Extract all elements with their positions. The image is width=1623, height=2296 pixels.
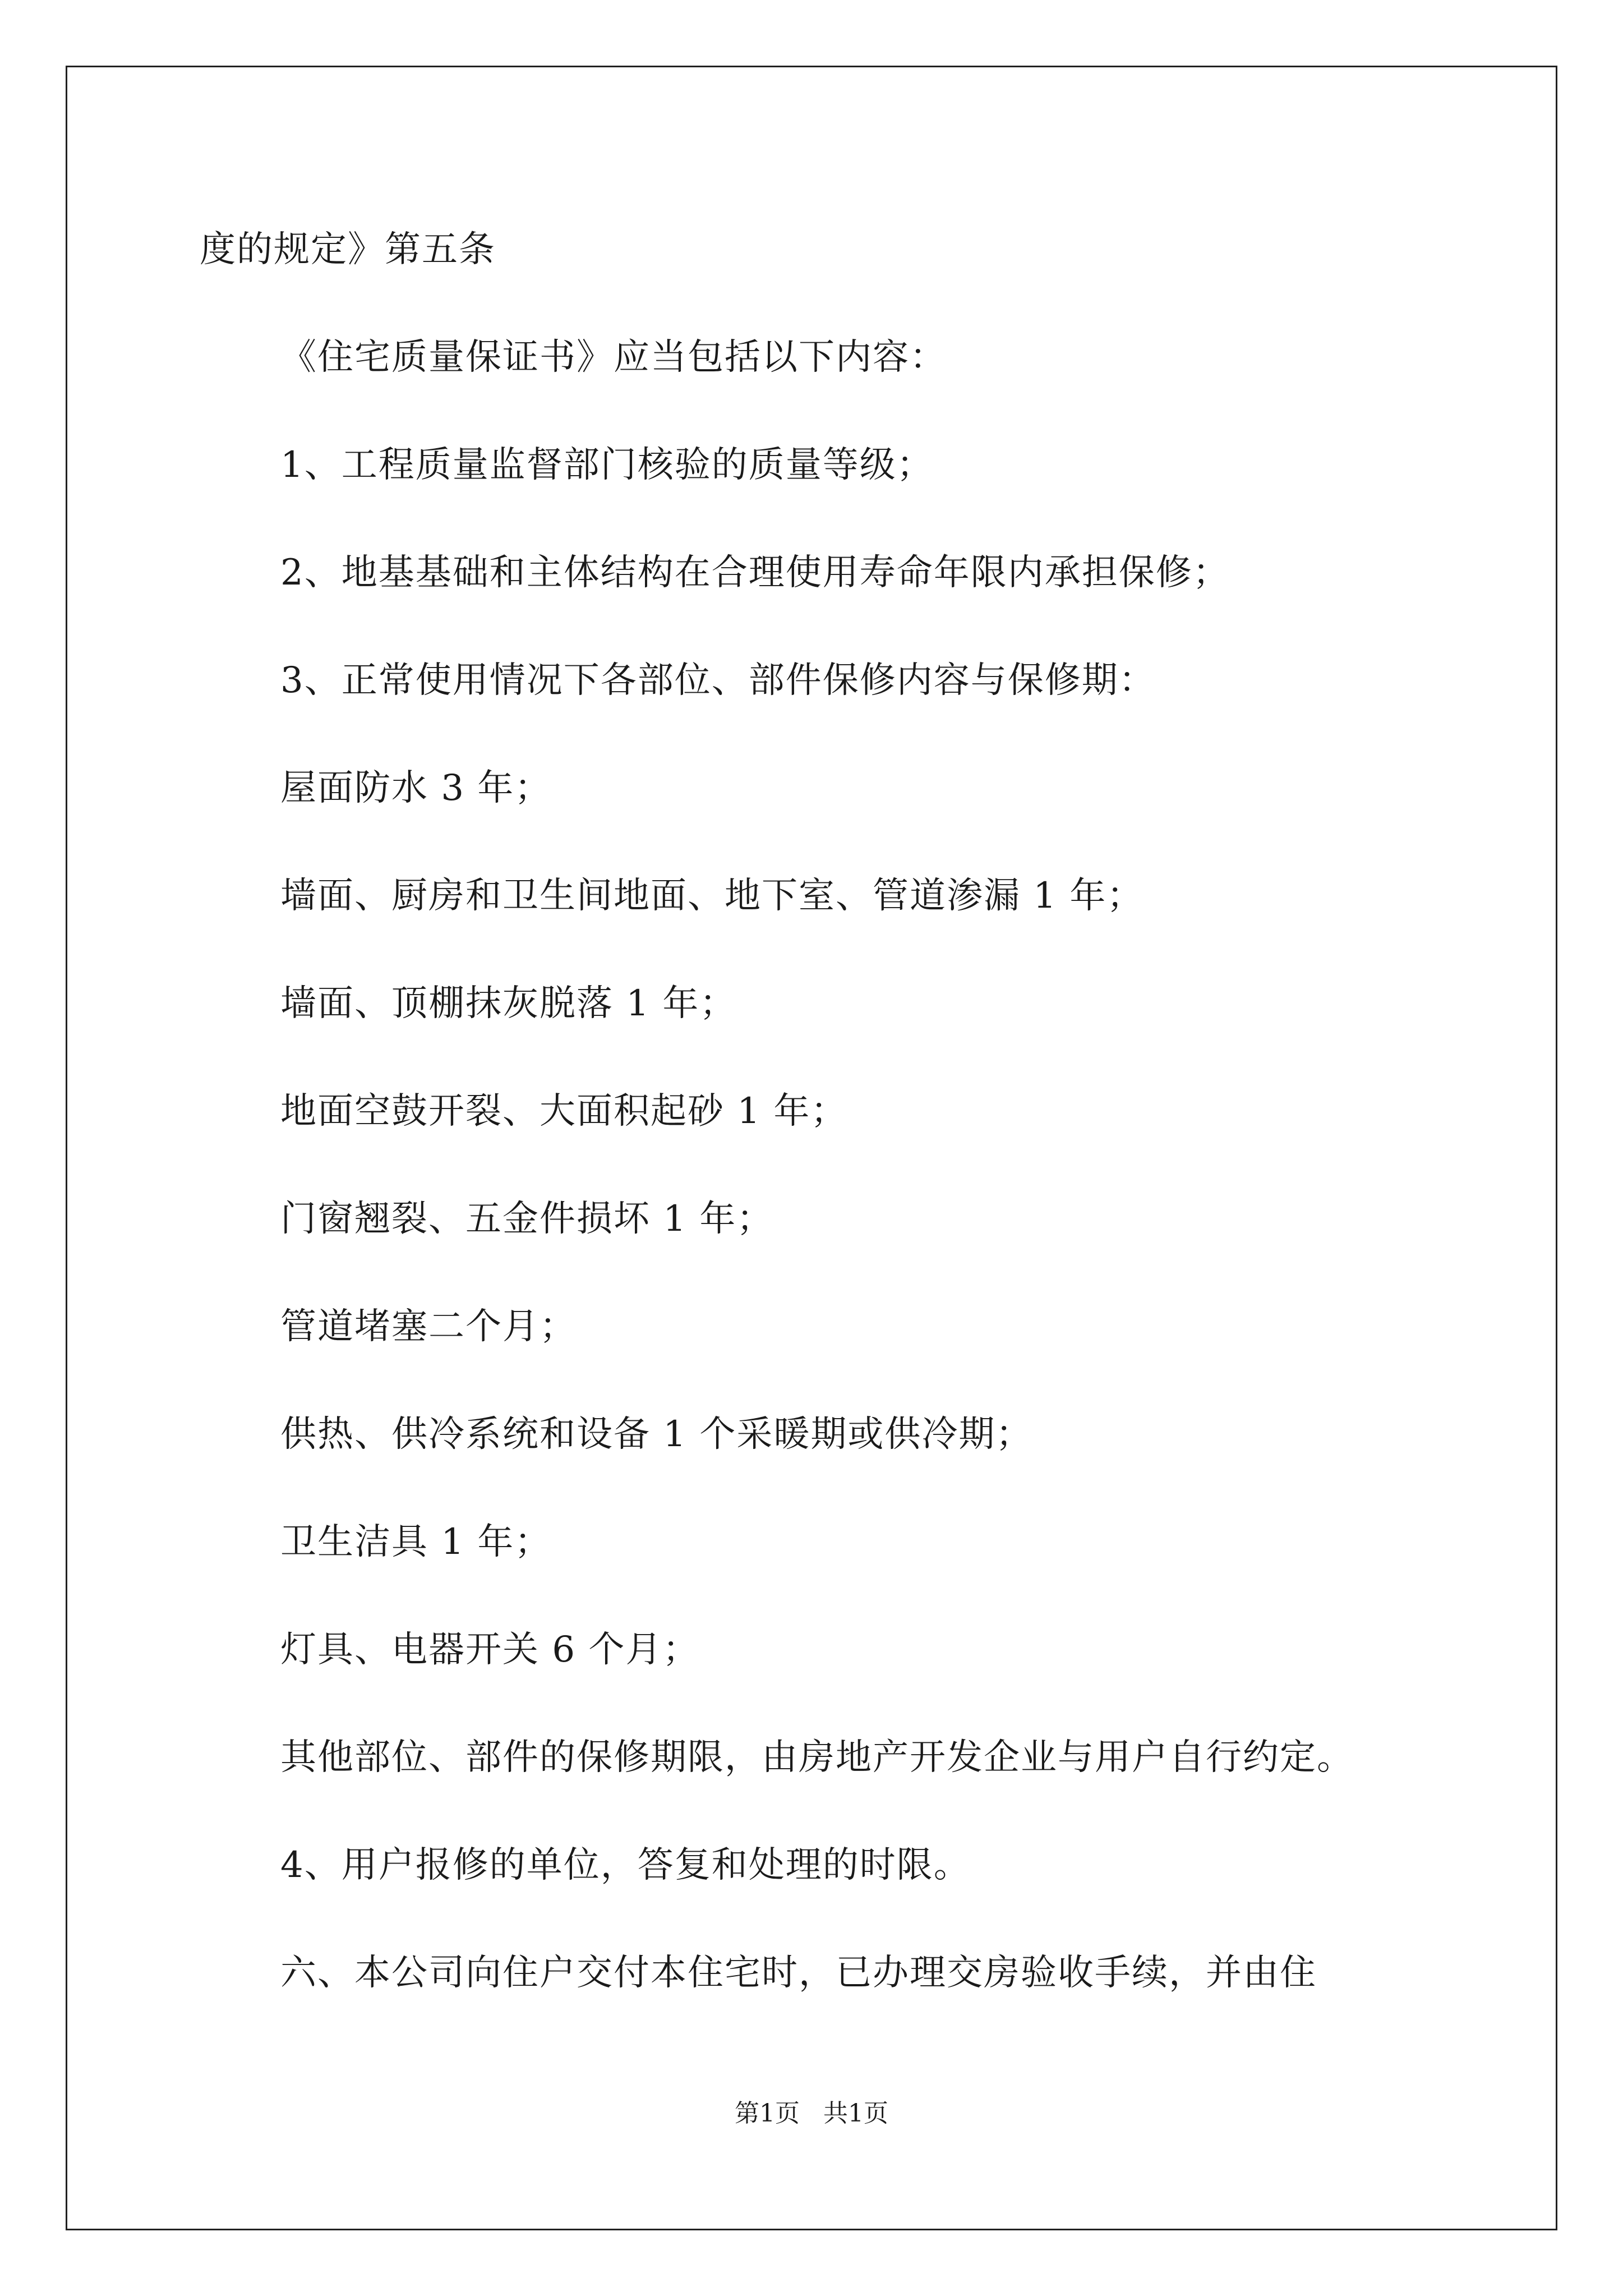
- list-item-1: 1、工程质量监督部门核验的质量等级；: [280, 444, 934, 486]
- list-item-3: 3、正常使用情况下各部位、部件保修内容与保修期：: [280, 660, 1156, 701]
- warranty-leakage: 墙面、厨房和卫生间地面、地下室、管道渗漏 1 年；: [280, 875, 1144, 917]
- body-line-2: 《住宅质量保证书》应当包括以下内容：: [280, 337, 947, 378]
- list-item-2: 2、地基基础和主体结构在合理使用寿命年限内承担保修；: [280, 552, 1230, 593]
- page-border: [66, 66, 1557, 2230]
- warranty-floor: 地面空鼓开裂、大面积起砂 1 年；: [280, 1091, 848, 1132]
- warranty-other: 其他部位、部件的保修期限，由房地产开发企业与用户自行约定。: [280, 1737, 1354, 1778]
- page-footer: 第1页 共1页: [735, 2099, 888, 2128]
- body-line-1: 度的规定》第五条: [200, 229, 496, 270]
- warranty-roof: 屋面防水 3 年；: [280, 767, 552, 809]
- warranty-doors-windows: 门窗翘裂、五金件损坏 1 年；: [280, 1198, 774, 1240]
- warranty-plaster: 墙面、顶棚抹灰脱落 1 年；: [280, 983, 737, 1024]
- section-six-line: 六、本公司向住户交付本住宅时，已办理交房验收手续，并由住: [280, 1952, 1317, 1994]
- warranty-pipe-blockage: 管道堵塞二个月；: [280, 1306, 577, 1347]
- warranty-heating-cooling: 供热、供冷系统和设备 1 个采暖期或供冷期；: [280, 1414, 1033, 1455]
- list-item-4: 4、用户报修的单位，答复和处理的时限。: [280, 1844, 971, 1886]
- warranty-electrical: 灯具、电器开关 6 个月；: [280, 1629, 700, 1671]
- warranty-sanitary: 卫生洁具 1 年；: [280, 1521, 552, 1563]
